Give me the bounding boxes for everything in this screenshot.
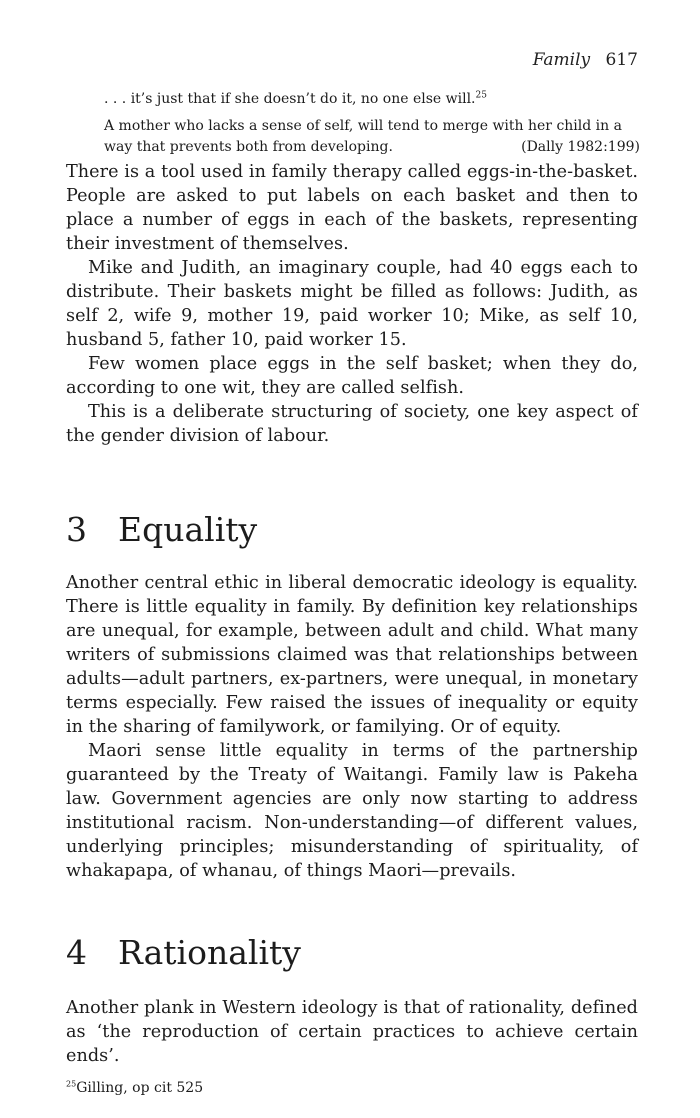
paragraph: Maori sense little equality in terms of the partnership guaranteed by the Treaty of Waitangi. Family law is Pakeha law. Government agencies are only now starting to address institutional racism. Non-understanding—of different values, underlying principles; misunderstanding of spirituality, of whakapapa, of whanau, of things Maori—prevails. xyxy=(66,741,638,881)
epigraph-text: . . . it’s just that if she doesn’t do it, no one else will. xyxy=(104,91,476,107)
paragraph: This is a deliberate structuring of society, one key aspect of the gender division of labour. xyxy=(66,402,638,446)
footnote-mark: 25 xyxy=(66,1079,77,1089)
block-quote-citation: (Dally 1982:199) xyxy=(521,139,640,155)
paragraph: Another central ethic in liberal democratic ideology is equality. There is little equality in family. By definition key relationships are unequal, for example, between adult and child. What many writers of submissions claimed was that relationships between adults—adult partners, ex-partners, were unequal, in monetary terms especially. Few raised the issues of inequality or equity in the sharing of familywork, or familying. Or of equity. xyxy=(66,573,638,737)
epigraph-quote xyxy=(104,89,640,110)
paragraph: Few women place eggs in the self basket; when they do, according to one wit, they are called selfish. xyxy=(66,354,638,398)
page-number: 617 xyxy=(605,50,638,70)
block-quote-line: way that prevents both from developing. xyxy=(104,139,393,155)
footnote-ref: 25 xyxy=(475,90,487,101)
section-title: Equality xyxy=(118,510,258,549)
block-quote xyxy=(104,116,640,158)
section-heading-equality xyxy=(66,510,257,550)
section-title: Rationality xyxy=(118,933,301,972)
paragraph: Another plank in Western ideology is that of rationality, defined as ‘the reproduction of certain practices to achieve certain ends’. xyxy=(66,998,638,1066)
section-equality-text xyxy=(66,571,638,883)
intro-text xyxy=(66,160,638,448)
block-quote-line: A mother who lacks a sense of self, will tend to merge with her child in a xyxy=(104,118,622,134)
paragraph: Mike and Judith, an imaginary couple, had 40 eggs each to distribute. Their baskets might be filled as follows: Judith, as self 2, wife 9, mother 19, paid worker 10; Mike, as self 10, husband 5, father 10, paid worker 15. xyxy=(66,258,638,350)
footnote xyxy=(66,1080,203,1096)
section-number: 4 xyxy=(66,933,87,972)
footnote-text: Gilling, op cit 525 xyxy=(76,1080,204,1096)
section-number: 3 xyxy=(66,510,87,549)
paragraph: There is a tool used in family therapy called eggs-in-the-basket. People are asked to put labels on each basket and then to place a number of eggs in each of the baskets, representing their investment of themselves. xyxy=(66,162,638,254)
running-head xyxy=(533,50,638,70)
running-head-title: Family xyxy=(532,50,591,70)
section-rationality-text xyxy=(66,996,638,1068)
section-heading-rationality xyxy=(66,933,301,973)
